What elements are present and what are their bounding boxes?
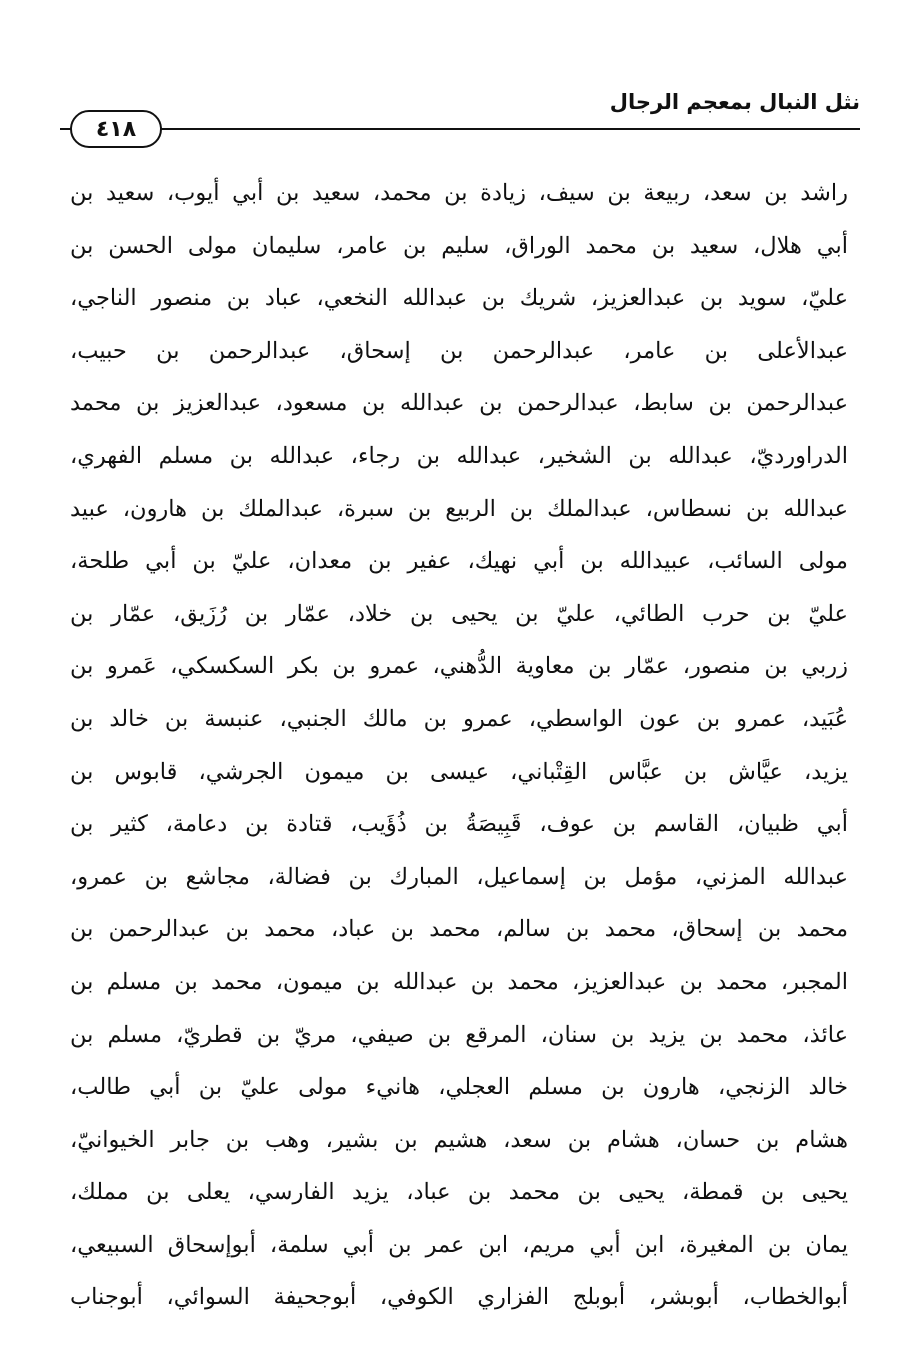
text-line: عبدالأعلى بن عامر، عبدالرحمن بن إسحاق، عبدالرحمن بن حبيب، [70, 337, 848, 364]
text-line: أبي ظبيان، القاسم بن عوف، قَبِيصَةُ بن ذُؤَيب، قتادة بن دعامة، كثير بن [70, 811, 848, 838]
text-line: مولى السائب، عبيدالله بن أبي نهيك، عفير بن معدان، عليّ بن أبي طلحة، [70, 548, 848, 575]
page-number: ٤١٨ [70, 110, 162, 148]
text-line: الدراورديّ، عبدالله بن الشخير، عبدالله بن رجاء، عبدالله بن مسلم الفهري، [70, 442, 848, 469]
text-line: زربي بن منصور، عمّار بن معاوية الدُّهني، عمرو بن بكر السكسكي، عَمرو بن [70, 653, 848, 680]
text-line: أبوالخطاب، أبوبشر، أبوبلج الفزاري الكوفي، أبوجحيفة السوائي، أبوجناب [70, 1284, 848, 1311]
text-line: عليّ بن حرب الطائي، عليّ بن يحيى بن خلاد، عمّار بن رُزَيق، عمّار بن [70, 600, 848, 627]
text-line: أبي هلال، سعيد بن محمد الوراق، سليم بن عامر، سليمان مولى الحسن بن [70, 232, 848, 259]
text-line: عُبَيد، عمرو بن عون الواسطي، عمرو بن مالك الجنبي، عنبسة بن خالد بن [70, 705, 848, 732]
text-line: عائذ، محمد بن يزيد بن سنان، المرقع بن صيفي، مريّ بن قطريّ، مسلم بن [70, 1021, 848, 1048]
page-header [60, 88, 860, 148]
running-title: نثل النبال بمعجم الرجال [609, 90, 860, 114]
text-line: هشام بن حسان، هشام بن سعد، هشيم بن بشير، وهب بن جابر الخيوانيّ، [70, 1126, 848, 1153]
text-line: عبدالله المزني، مؤمل بن إسماعيل، المبارك بن فضالة، مجاشع بن عمرو، [70, 863, 848, 890]
text-line: يمان بن المغيرة، ابن أبي مريم، ابن عمر بن أبي سلمة، أبوإسحاق السبيعي، [70, 1231, 848, 1258]
text-line: عبدالله بن نسطاس، عبدالملك بن الربيع بن سبرة، عبدالملك بن هارون، عبيد [70, 495, 848, 522]
text-line: عليّ، سويد بن عبدالعزيز، شريك بن عبدالله النخعي، عباد بن منصور الناجي، [70, 285, 848, 312]
text-line: خالد الزنجي، هارون بن مسلم العجلي، هانيء مولى عليّ بن أبي طالب، [70, 1074, 848, 1101]
text-line: يحيى بن قمطة، يحيى بن محمد بن عباد، يزيد الفارسي، يعلى بن مملك، [70, 1179, 848, 1206]
text-line: راشد بن سعد، ربيعة بن سيف، زيادة بن محمد، سعيد بن أبي أيوب، سعيد بن [70, 180, 848, 206]
text-line: المجبر، محمد بن عبدالعزيز، محمد بن عبدالله بن ميمون، محمد بن مسلم بن [70, 968, 848, 995]
text-line: محمد بن إسحاق، محمد بن سالم، محمد بن عباد، محمد بن عبدالرحمن بن [70, 916, 848, 943]
text-line: يزيد، عيَّاش بن عبَّاس القِتْباني، عيسى بن ميمون الجرشي، قابوس بن [70, 758, 848, 785]
header-rule [60, 128, 860, 130]
body-text [70, 170, 848, 1327]
text-line: عبدالرحمن بن سابط، عبدالرحمن بن عبدالله بن مسعود، عبدالعزيز بن محمد [70, 390, 848, 417]
